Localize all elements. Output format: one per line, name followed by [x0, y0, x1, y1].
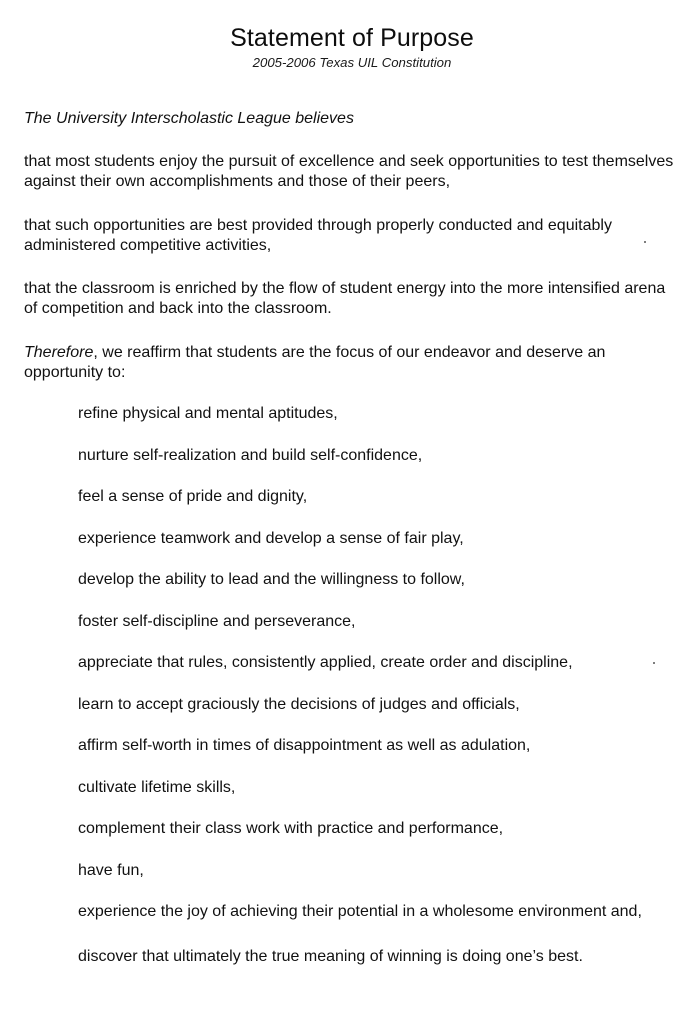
scan-speck [653, 662, 655, 664]
list-item: nurture self-realization and build self-confidence, [78, 446, 423, 464]
scan-speck [644, 241, 646, 243]
list-item: experience the joy of achieving their potential in a wholesome environment and, [78, 903, 642, 920]
therefore-lead: Therefore [24, 344, 94, 361]
list-item: develop the ability to lead and the willingness to follow, [78, 571, 465, 588]
list-item: feel a sense of pride and dignity, [78, 488, 308, 505]
belief-paragraph-1: that most students enjoy the pursuit of excellence and seek opportunities to test themselves against their own accomplishments and those of their peers, [24, 153, 674, 190]
list-item: foster self-discipline and perseverance, [78, 612, 356, 630]
list-item: refine physical and mental aptitudes, [78, 405, 338, 422]
list-item: complement their class work with practice and performance, [78, 820, 504, 837]
list-item: appreciate that rules, consistently applied, create order and discipline, [78, 654, 573, 671]
list-item: cultivate lifetime skills, [78, 778, 236, 796]
list-item: learn to accept graciously the decisions of judges and officials, [78, 695, 520, 713]
list-item: affirm self-worth in times of disappointment as well as adulation, [78, 737, 531, 754]
belief-paragraph-3: that the classroom is enriched by the flow of student energy into the more intensified arena of competition and back into the classroom. [24, 280, 666, 317]
belief-paragraph-2: that such opportunities are best provided through properly conducted and equitably administered competitive activities, [24, 217, 612, 254]
page-title: Statement of Purpose [230, 24, 474, 52]
list-item: experience teamwork and develop a sense of fair play, [78, 529, 464, 547]
opportunity-list [78, 404, 668, 988]
list-item: discover that ultimately the true meaning of winning is doing one’s best. [78, 947, 583, 965]
page-subtitle: 2005-2006 Texas UIL Constitution [252, 55, 452, 70]
intro-line: The University Interscholastic League believes [24, 110, 354, 127]
therefore-rest: , we reaffirm that students are the focus of our endeavor and deserve an opportunity to: [24, 344, 606, 381]
list-item: have fun, [78, 861, 144, 879]
therefore-paragraph [24, 343, 674, 382]
